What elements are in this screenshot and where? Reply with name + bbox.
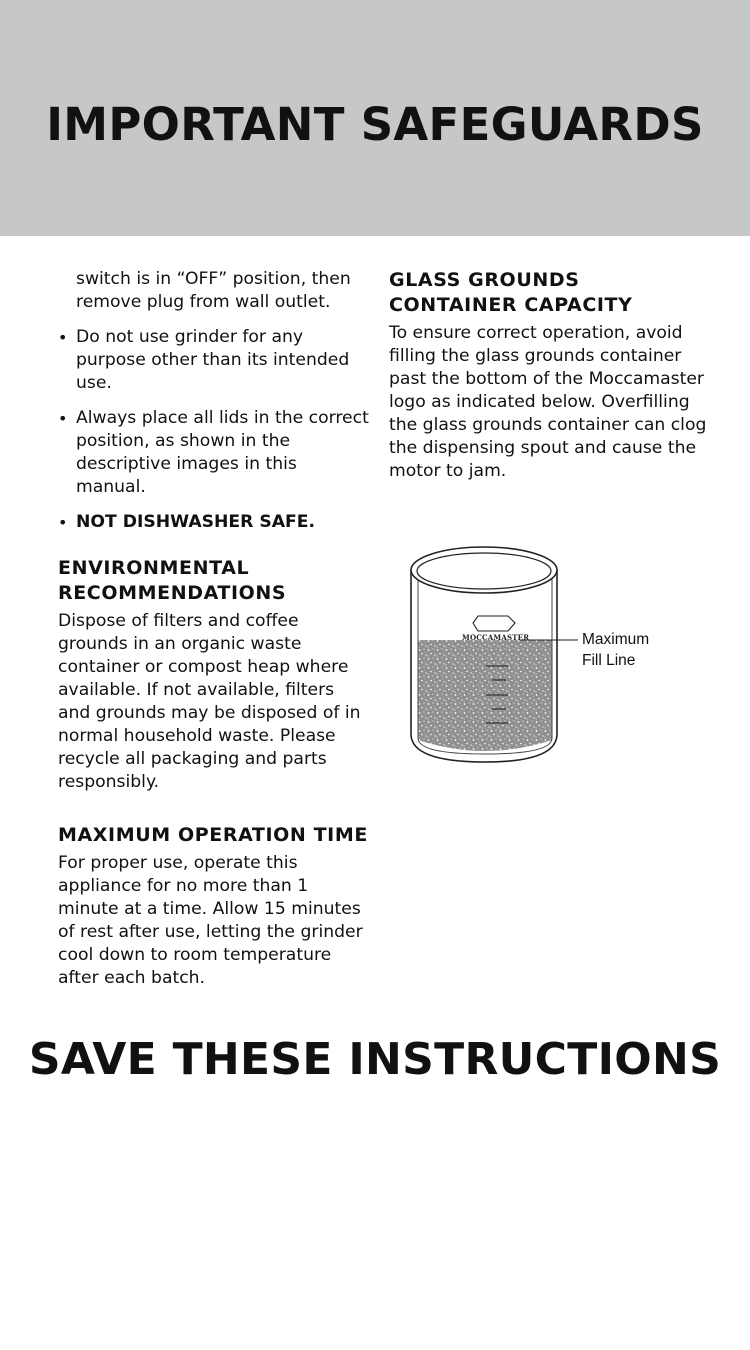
environmental-heading-line1: ENVIRONMENTAL: [58, 557, 250, 579]
max-fill-label-line2: Fill Line: [582, 652, 636, 669]
glass-rim: [411, 547, 557, 593]
max-operation-body: For proper use, operate this appliance for no more than 1 minute at a time. Allow 15 minutes of rest after use, letting the grinder cool down to room temperature after each batch.: [58, 853, 363, 988]
continued-text: switch is in “OFF” position, then remove plug from wall outlet.: [76, 269, 351, 312]
right-column: [389, 268, 707, 483]
max-operation-section: [58, 823, 370, 990]
left-column: [58, 268, 370, 990]
environmental-section: [58, 556, 370, 794]
environmental-heading: [58, 556, 370, 606]
glass-body: To ensure correct operation, avoid filling the glass grounds container past the bottom of the Moccamaster logo as indicated below. Overfilling the glass grounds container can clog the dispensing spout and cause the motor to jam.: [389, 323, 707, 481]
moccamaster-logo-text: MOCCAMASTER: [462, 633, 530, 642]
save-instructions-title: SAVE THESE INSTRUCTIONS: [28, 1034, 722, 1085]
safeguard-list: [58, 326, 370, 534]
max-fill-label-line1: Maximum: [582, 631, 650, 648]
glass-heading-line2: CONTAINER CAPACITY: [389, 294, 633, 316]
environmental-heading-line2: RECOMMENDATIONS: [58, 582, 287, 604]
list-item-text: NOT DISHWASHER SAFE.: [76, 512, 316, 532]
max-operation-heading: MAXIMUM OPERATION TIME: [58, 824, 368, 846]
list-item: [58, 511, 370, 534]
header-band: [0, 0, 750, 236]
glass-heading: [389, 268, 707, 318]
logo-shape: [473, 616, 515, 631]
glass-heading-line1: GLASS GROUNDS: [389, 269, 580, 291]
container-illustration: [400, 540, 700, 770]
coffee-grounds-fill: [418, 640, 552, 751]
list-item: [58, 407, 370, 499]
environmental-body: Dispose of filters and coffee grounds in an organic waste container or compost heap where available. If not available, filters and grounds may be disposed of in normal household waste. Please recycle all packaging and parts responsibly.: [58, 611, 361, 792]
list-item: [58, 326, 370, 395]
page-title: IMPORTANT SAFEGUARDS: [46, 98, 704, 151]
glass-container-drawing: [400, 540, 700, 770]
list-item-text: Always place all lids in the correct position, as shown in the descriptive images in this manual.: [76, 408, 369, 497]
list-item-text: Do not use grinder for any purpose other than its intended use.: [76, 327, 350, 393]
max-fill-label: [582, 629, 649, 671]
